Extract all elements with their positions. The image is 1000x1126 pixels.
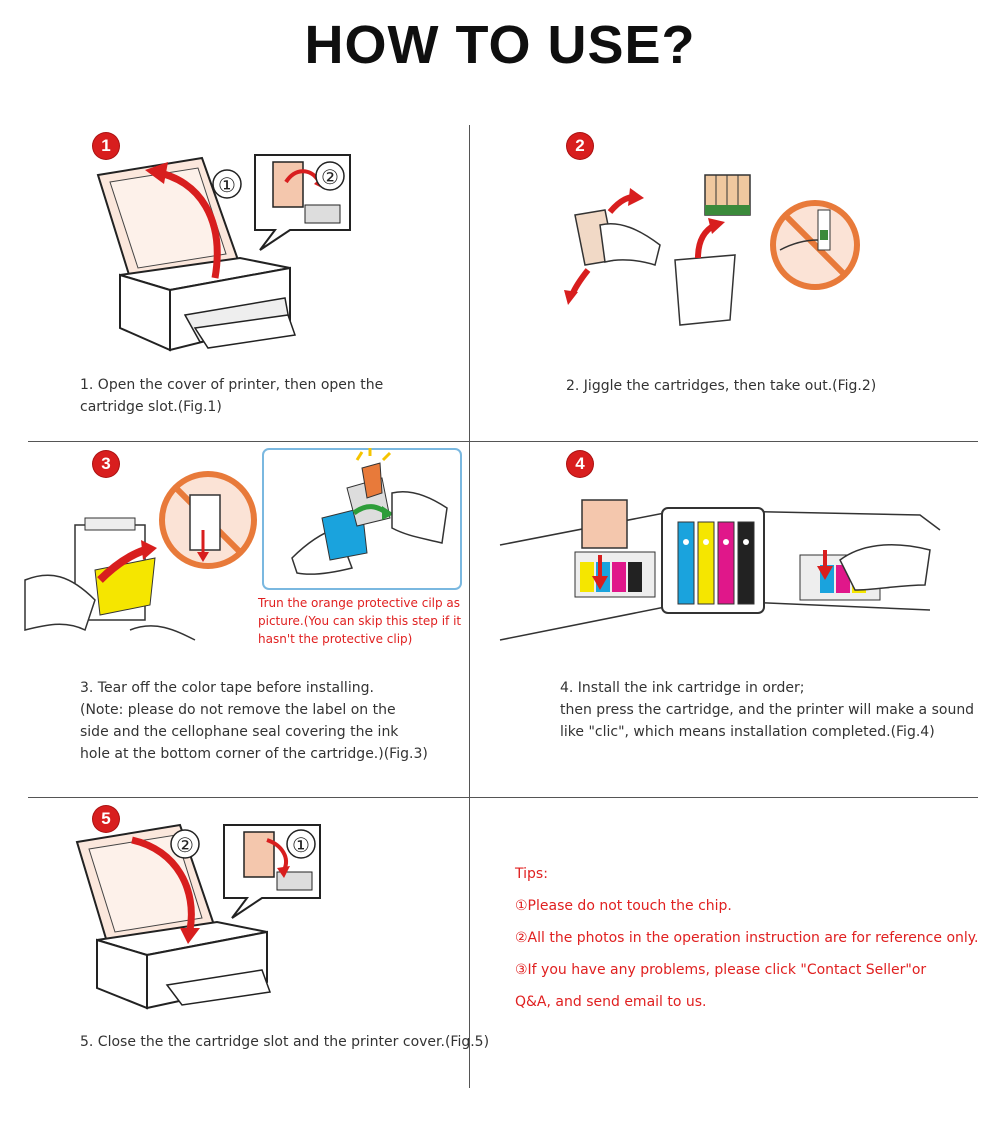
- column-divider: [469, 125, 470, 1088]
- step-1-line-2: cartridge slot.(Fig.1): [80, 399, 222, 415]
- step-4-line-3: like "clic", which means installation completed.(Fig.4): [560, 724, 935, 740]
- tips-heading: Tips:: [515, 866, 548, 882]
- step-3-line-2: (Note: please do not remove the label on the: [80, 702, 396, 718]
- step-5-line-1: 5. Close the the cartridge slot and the printer cover.(Fig.5): [80, 1034, 490, 1050]
- clip-note: [258, 594, 461, 648]
- step-5-text: [80, 1031, 489, 1053]
- step-1-badge: 1: [93, 133, 119, 159]
- row-divider-1: [28, 441, 978, 442]
- callout-1: ①: [218, 173, 236, 197]
- orange-clip-figure: [262, 448, 462, 590]
- jiggle-cartridge-illustration: [560, 170, 865, 330]
- tip-4: Q&A, and send email to us.: [515, 994, 707, 1010]
- step-4-text: [560, 677, 974, 743]
- step-4-line-2: then press the cartridge, and the printer will make a sound: [560, 702, 975, 718]
- clip-note-line-1: Trun the orange protective cilp as: [258, 596, 461, 610]
- printer-open-cover-illustration: [90, 150, 360, 355]
- step-4-line-1: 4. Install the ink cartridge in order;: [560, 680, 805, 696]
- printer-close-cover-illustration: [72, 820, 332, 1010]
- tips-section: [515, 862, 979, 1022]
- step-2-text: [566, 375, 876, 397]
- tip-1: ①Please do not touch the chip.: [515, 898, 732, 914]
- tip-2: ②All the photos in the operation instruction are for reference only.: [515, 930, 979, 946]
- tear-tape-illustration: [25, 470, 265, 660]
- callout-2: ②: [321, 165, 339, 189]
- clip-note-line-3: hasn't the protective clip): [258, 632, 413, 646]
- page-title: HOW TO USE?: [304, 15, 696, 75]
- install-cartridge-illustration: [500, 490, 940, 650]
- callout-5a: ②: [176, 833, 194, 857]
- step-1-line-1: 1. Open the cover of printer, then open the: [80, 377, 384, 393]
- step-2-badge: 2: [567, 133, 593, 159]
- step-3-line-4: hole at the bottom corner of the cartridge.)(Fig.3): [80, 746, 428, 762]
- step-3-line-3: side and the cellophane seal covering the ink: [80, 724, 399, 740]
- step-2-line-1: 2. Jiggle the cartridges, then take out.(Fig.2): [566, 378, 877, 394]
- step-5-badge: 5: [93, 806, 119, 832]
- callout-5b: ①: [292, 833, 310, 857]
- step-3-badge: 3: [93, 451, 119, 477]
- row-divider-2: [28, 797, 978, 798]
- step-3-line-1: 3. Tear off the color tape before installing.: [80, 680, 374, 696]
- tip-3: ③If you have any problems, please click "Contact Seller"or: [515, 962, 927, 978]
- step-1-text: [80, 374, 383, 418]
- step-3-text: [80, 677, 428, 765]
- step-4-badge: 4: [567, 451, 593, 477]
- clip-note-line-2: picture.(You can skip this step if it: [258, 614, 462, 628]
